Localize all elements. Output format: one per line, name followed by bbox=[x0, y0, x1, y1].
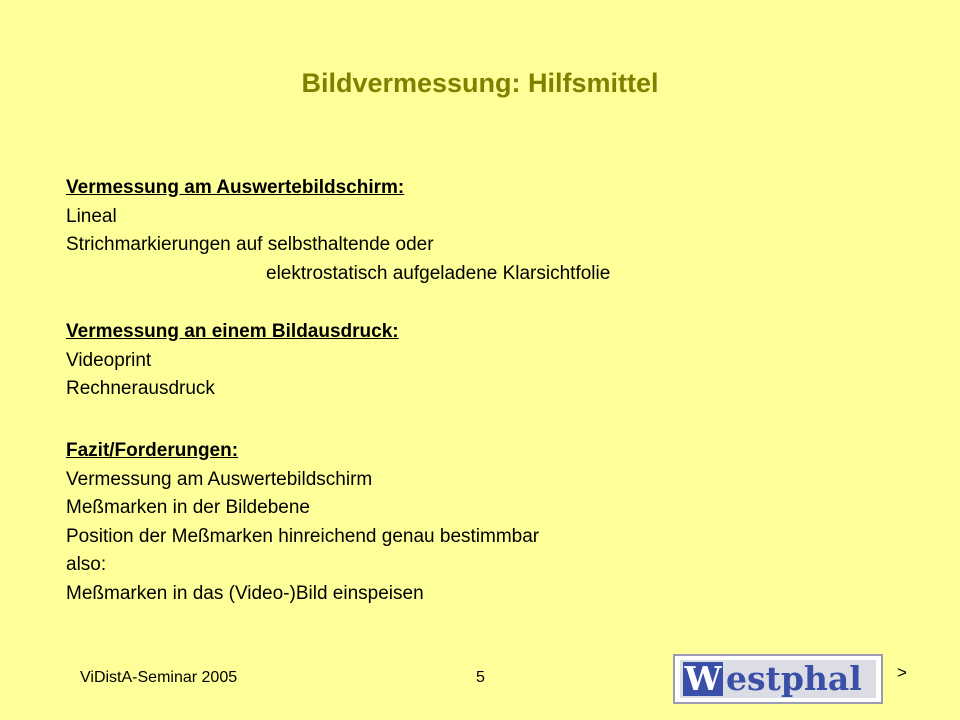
section-heading: Vermessung am Auswertebildschirm: bbox=[66, 177, 405, 198]
page-number: 5 bbox=[476, 669, 485, 686]
section-heading: Fazit/Forderungen: bbox=[66, 440, 239, 461]
list-line: Videoprint bbox=[66, 349, 152, 371]
section-bildausdruck bbox=[66, 318, 399, 404]
section-heading: Vermessung an einem Bildausdruck: bbox=[66, 321, 399, 342]
slide-title: Bildvermessung: Hilfsmittel bbox=[301, 68, 659, 98]
list-line: Vermessung am Auswertebildschirm bbox=[66, 468, 373, 490]
list-line-continued: elektrostatisch aufgeladene Klarsichtfolie bbox=[266, 262, 611, 284]
logo-background bbox=[680, 660, 876, 698]
list-line: Meßmarken in der Bildebene bbox=[66, 497, 310, 518]
westphal-logo bbox=[673, 654, 883, 704]
list-line: Position der Meßmarken hinreichend genau bestimmbar bbox=[66, 525, 540, 547]
logo-text: estphal bbox=[726, 659, 862, 698]
next-slide-arrow[interactable]: > bbox=[897, 663, 907, 682]
list-line: also: bbox=[66, 554, 107, 575]
list-line: Meßmarken in das (Video-)Bild einspeisen bbox=[66, 582, 424, 604]
logo-initial: W bbox=[684, 659, 722, 698]
section-fazit bbox=[66, 437, 539, 608]
list-line: Rechnerausdruck bbox=[66, 378, 215, 399]
section-auswertebildschirm bbox=[66, 174, 610, 288]
list-line: Strichmarkierungen auf selbsthaltende oder bbox=[66, 234, 434, 255]
list-line: Lineal bbox=[66, 205, 117, 227]
footer-seminar: ViDistA-Seminar 2005 bbox=[80, 669, 238, 686]
